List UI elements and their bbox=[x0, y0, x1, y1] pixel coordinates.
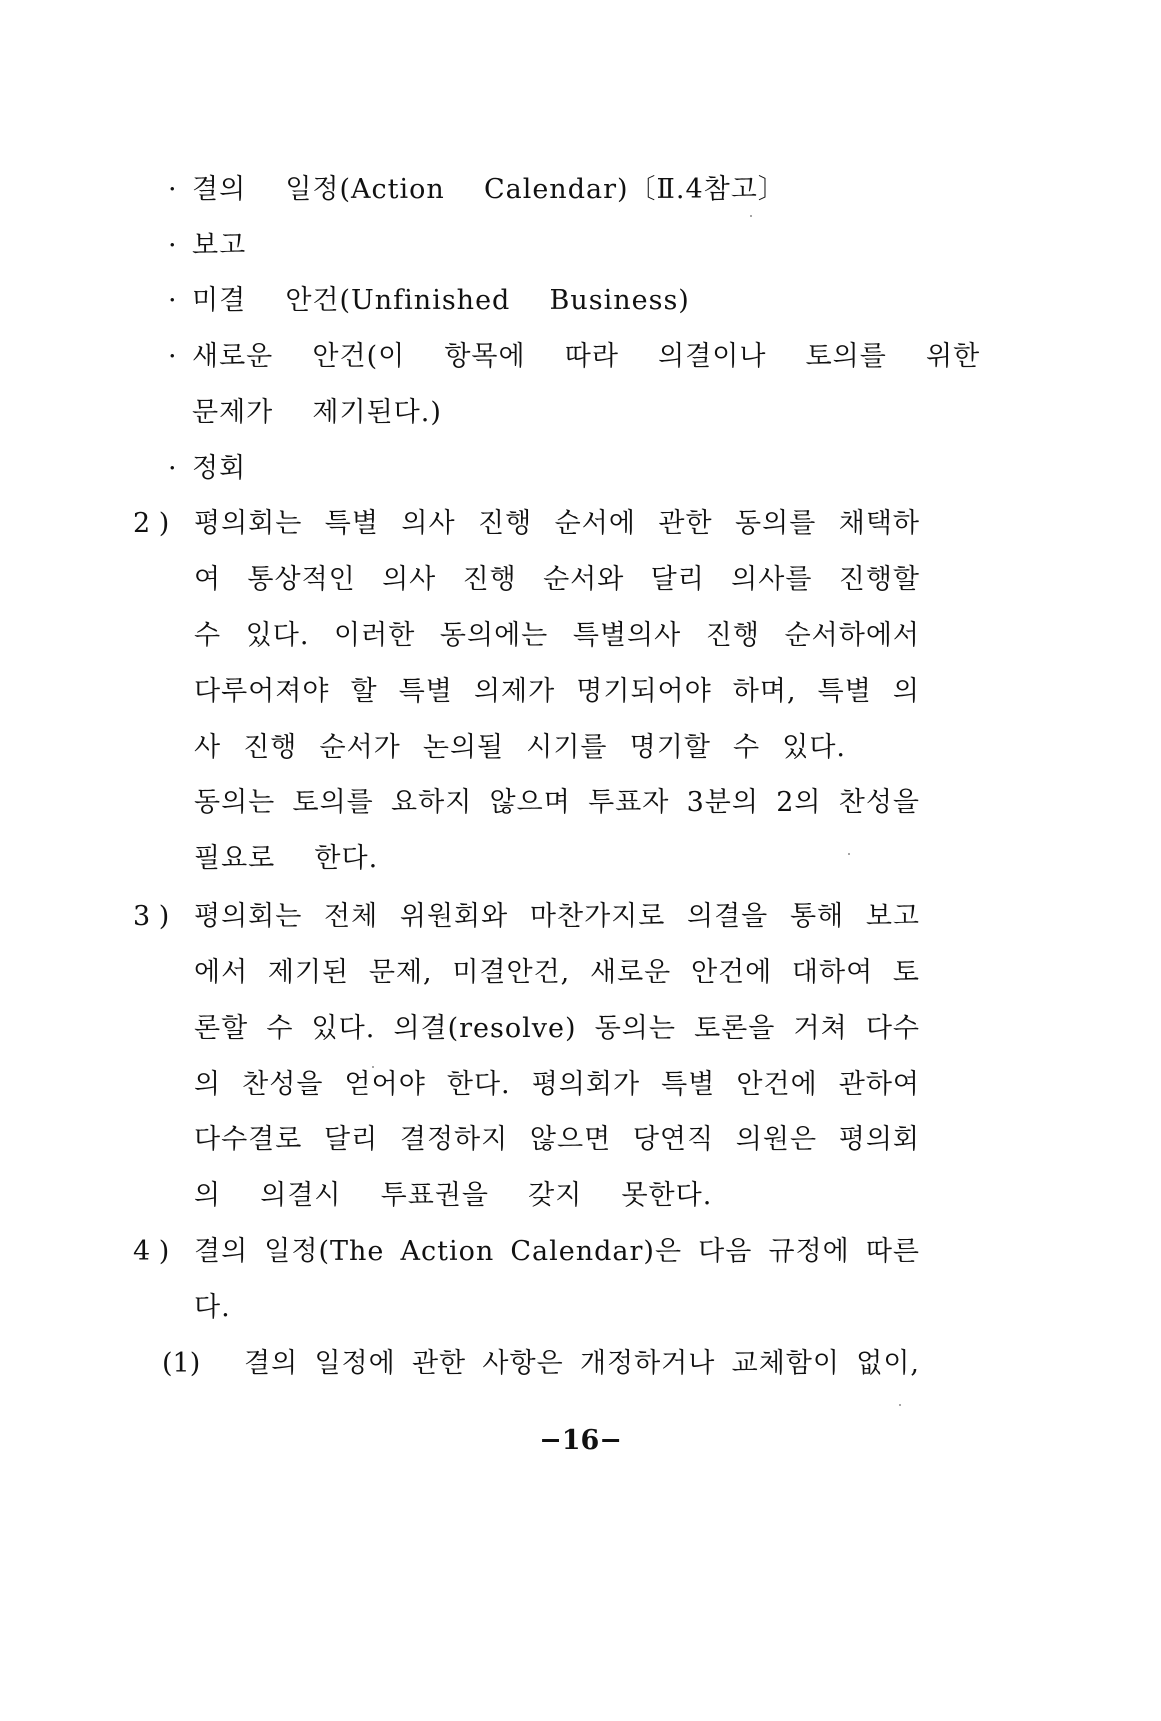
scan-speck bbox=[848, 853, 850, 855]
bullet-recess: 정회 bbox=[192, 453, 247, 484]
bullet-report: 보고 bbox=[192, 230, 247, 261]
bullet-marker: · bbox=[168, 230, 177, 261]
scan-speck bbox=[750, 215, 752, 217]
item-1-sub-line-1: 결의 일정에 관한 사항은 개정하거나 교체함이 없이, bbox=[244, 1348, 920, 1379]
item-4-line-1: 결의 일정(The Action Calendar)은 다음 규정에 따른 bbox=[194, 1236, 920, 1267]
scan-speck bbox=[899, 1404, 901, 1406]
item-2-line-5: 사 진행 순서가 논의될 시기를 명기할 수 있다. bbox=[194, 732, 846, 763]
item-number: 4 ) bbox=[133, 1236, 170, 1267]
item-3-line-4: 의 찬성을 얻어야 한다. 평의회가 특별 안건에 관하여 bbox=[194, 1069, 920, 1100]
item-3-line-1: 평의회는 전체 위원회와 마찬가지로 의결을 통해 보고 bbox=[194, 901, 920, 932]
bullet-marker: · bbox=[168, 285, 177, 316]
item-number: 3 ) bbox=[133, 901, 170, 932]
item-3-line-2: 에서 제기된 문제, 미결안건, 새로운 안건에 대하여 토 bbox=[194, 957, 920, 988]
page-number: −16− bbox=[539, 1425, 622, 1456]
item-2-line-2: 여 통상적인 의사 진행 순서와 달리 의사를 진행할 bbox=[194, 564, 920, 595]
bullet-marker: · bbox=[168, 453, 177, 484]
bullet-new-business-continuation: 문제가 제기된다.) bbox=[192, 397, 442, 428]
item-2-line-6: 동의는 토의를 요하지 않으며 투표자 3분의 2의 찬성을 bbox=[194, 787, 920, 818]
scan-speck bbox=[372, 1066, 374, 1068]
bullet-new-business: 새로운 안건(이 항목에 따라 의결이나 토의를 위한 bbox=[192, 341, 981, 372]
item-3-line-5: 다수결로 달리 결정하지 않으면 당연직 의원은 평의회 bbox=[194, 1124, 920, 1155]
bullet-marker: · bbox=[168, 341, 177, 372]
bullet-unfinished-business: 미결 안건(Unfinished Business) bbox=[192, 285, 690, 316]
item-3-line-6: 의 의결시 투표권을 갖지 못한다. bbox=[194, 1180, 713, 1211]
item-2-line-4: 다루어져야 할 특별 의제가 명기되어야 하며, 특별 의 bbox=[194, 676, 920, 707]
item-number: 2 ) bbox=[133, 508, 170, 539]
item-2-line-3: 수 있다. 이러한 동의에는 특별의사 진행 순서하에서 bbox=[194, 620, 920, 651]
item-4-line-2: 다. bbox=[194, 1292, 231, 1323]
item-number: (1) bbox=[162, 1348, 201, 1379]
bullet-action-calendar: 결의 일정(Action Calendar)〔Ⅱ.4참고〕 bbox=[192, 174, 786, 205]
item-3-line-3: 론할 수 있다. 의결(resolve) 동의는 토론을 거쳐 다수 bbox=[194, 1013, 920, 1044]
bullet-marker: · bbox=[168, 174, 177, 205]
item-2-line-1: 평의회는 특별 의사 진행 순서에 관한 동의를 채택하 bbox=[194, 508, 920, 539]
item-2-line-7: 필요로 한다. bbox=[194, 843, 379, 874]
